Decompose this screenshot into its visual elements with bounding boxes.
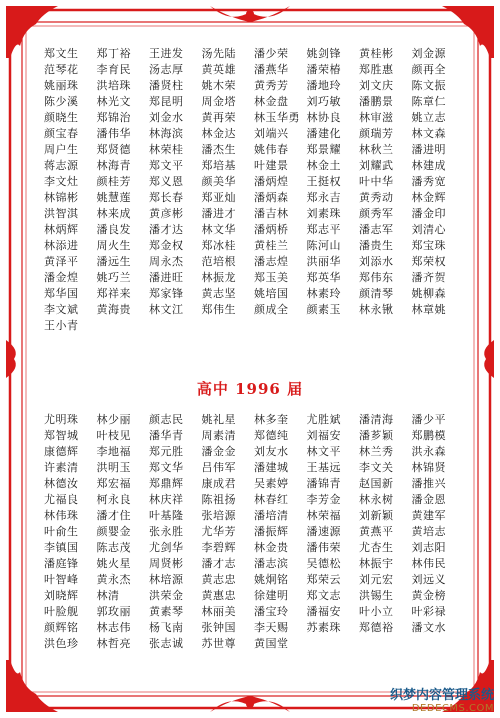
name-entry: 郑长春 bbox=[149, 191, 184, 204]
name-entry: 林少丽 bbox=[96, 413, 131, 426]
name-entry: 叶脸舰 bbox=[44, 605, 79, 618]
name-entry: 潘炳煌 bbox=[254, 175, 289, 188]
name-entry: 林庆祥 bbox=[149, 493, 184, 506]
name-entry: 郑培基 bbox=[201, 159, 236, 172]
name-entry: 赵国新 bbox=[359, 477, 394, 490]
name-entry: 洪丽华 bbox=[306, 255, 341, 268]
name-entry: 姚培国 bbox=[254, 287, 289, 300]
name-entry: 洪智淇 bbox=[44, 207, 79, 220]
name-entry: 林来成 bbox=[96, 207, 131, 220]
name-entry: 潘文水 bbox=[411, 621, 446, 634]
name-entry: 潘良发 bbox=[96, 223, 131, 236]
name-entry: 林锦彬 bbox=[44, 191, 79, 204]
name-entry: 林兰秀 bbox=[359, 445, 394, 458]
name-entry: 林素玲 bbox=[306, 287, 341, 300]
name-entry: 黄惠忠 bbox=[201, 589, 236, 602]
name-entry: 姚柳森 bbox=[411, 287, 446, 300]
name-entry: 李文灶 bbox=[44, 175, 79, 188]
name-entry: 林振宇 bbox=[359, 557, 394, 570]
name-entry: 陈少溪 bbox=[44, 95, 79, 108]
name-entry: 潘振辉 bbox=[254, 525, 289, 538]
name-entry: 黄英雄 bbox=[201, 63, 236, 76]
name-entry: 姚剑锋 bbox=[306, 47, 341, 60]
name-entry: 颜秀军 bbox=[359, 207, 394, 220]
name-entry: 黄培志 bbox=[411, 525, 446, 538]
name-entry: 潘金印 bbox=[411, 207, 446, 220]
name-entry: 林春红 bbox=[254, 493, 289, 506]
name-entry: 潘少荣 bbox=[254, 47, 289, 60]
name-entry: 周永杰 bbox=[149, 255, 184, 268]
name-entry: 颜再全 bbox=[411, 63, 446, 76]
name-entry: 潘伟荣 bbox=[306, 541, 341, 554]
name-entry: 林德汝 bbox=[44, 477, 79, 490]
name-entry: 潘福安 bbox=[306, 605, 341, 618]
name-entry: 康德辉 bbox=[44, 445, 79, 458]
name-entry: 姚巧兰 bbox=[96, 271, 131, 284]
name-entry: 郑金权 bbox=[149, 239, 184, 252]
name-entry: 郑文生 bbox=[44, 47, 79, 60]
name-entry: 郑永吉 bbox=[306, 191, 341, 204]
name-entry: 许素清 bbox=[44, 461, 79, 474]
name-entry: 郑玉美 bbox=[254, 271, 289, 284]
name-entry: 黄志坚 bbox=[201, 287, 236, 300]
name-entry: 林金盘 bbox=[254, 95, 289, 108]
name-entry: 郑义恩 bbox=[149, 175, 184, 188]
name-entry: 林金辉 bbox=[411, 191, 446, 204]
name-entry: 林炳辉 bbox=[44, 223, 79, 236]
name-entry: 范琴花 bbox=[44, 63, 79, 76]
name-entry: 林振龙 bbox=[201, 271, 236, 284]
name-entry: 颜辉铭 bbox=[44, 621, 79, 634]
name-entry: 洪荣金 bbox=[149, 589, 184, 602]
name-entry: 汤志厚 bbox=[149, 63, 184, 76]
name-entry: 郑丁裕 bbox=[96, 47, 131, 60]
name-entry: 潘金煌 bbox=[44, 271, 79, 284]
name-entry: 林金达 bbox=[201, 127, 236, 140]
name-entry: 林金土 bbox=[306, 159, 341, 172]
name-entry: 林文江 bbox=[149, 303, 184, 316]
name-entry: 黄桂兰 bbox=[254, 239, 289, 252]
name-entry: 林丽美 bbox=[201, 605, 236, 618]
name-entry: 尤华芳 bbox=[201, 525, 236, 538]
name-entry: 黄永杰 bbox=[96, 573, 131, 586]
name-entry: 颜瑞芳 bbox=[359, 127, 394, 140]
name-entry: 林协良 bbox=[306, 111, 341, 124]
name-entry: 李天赐 bbox=[254, 621, 289, 634]
name-entry: 潘远生 bbox=[96, 255, 131, 268]
name-entry: 郑祥来 bbox=[96, 287, 131, 300]
name-entry: 叶彩禄 bbox=[411, 605, 446, 618]
name-entry: 林文华 bbox=[201, 223, 236, 236]
name-entry: 潘金恩 bbox=[411, 493, 446, 506]
name-entry: 潘吉林 bbox=[254, 207, 289, 220]
names-list-bottom bbox=[40, 412, 460, 652]
name-entry: 姚火星 bbox=[96, 557, 131, 570]
name-entry: 李芳金 bbox=[306, 493, 341, 506]
name-entry: 林清 bbox=[96, 589, 120, 602]
name-entry: 潘志煌 bbox=[254, 255, 289, 268]
name-entry: 黄秀动 bbox=[359, 191, 394, 204]
name-entry: 黄泽平 bbox=[44, 255, 79, 268]
name-entry: 刘志阳 bbox=[411, 541, 446, 554]
name-entry: 杨飞南 bbox=[149, 621, 184, 634]
name-entry: 李文关 bbox=[359, 461, 394, 474]
name-entry: 颜宝春 bbox=[44, 127, 79, 140]
name-entry: 刘文庆 bbox=[359, 79, 394, 92]
name-entry: 林海青 bbox=[96, 159, 131, 172]
name-entry: 潘进明 bbox=[411, 143, 446, 156]
name-entry: 刘端兴 bbox=[254, 127, 289, 140]
name-entry: 郑昆明 bbox=[149, 95, 184, 108]
name-entry: 潘地玲 bbox=[306, 79, 341, 92]
name-entry: 洪永森 bbox=[411, 445, 446, 458]
name-entry: 郑华国 bbox=[44, 287, 79, 300]
name-entry: 郑景耀 bbox=[306, 143, 341, 156]
name-entry: 颜素玉 bbox=[306, 303, 341, 316]
name-entry: 刘福安 bbox=[306, 429, 341, 442]
name-entry: 汤先陆 bbox=[201, 47, 236, 60]
name-entry: 苏素珠 bbox=[306, 621, 341, 634]
name-entry: 李地福 bbox=[96, 445, 131, 458]
name-entry: 苏世尊 bbox=[201, 637, 236, 650]
name-entry: 林添进 bbox=[44, 239, 79, 252]
name-entry: 李文斌 bbox=[44, 303, 79, 316]
name-entry: 郑锦治 bbox=[96, 111, 131, 124]
name-entry: 张培源 bbox=[201, 509, 236, 522]
name-entry: 林荣桂 bbox=[149, 143, 184, 156]
name-entry: 潘推兴 bbox=[411, 477, 446, 490]
name-entry: 林章姚 bbox=[411, 303, 446, 316]
name-entry: 颜桂芳 bbox=[96, 175, 131, 188]
name-entry: 郑亚灿 bbox=[201, 191, 236, 204]
name-entry: 王挺权 bbox=[306, 175, 341, 188]
name-entry: 潘进旺 bbox=[149, 271, 184, 284]
name-entry: 刘元宏 bbox=[359, 573, 394, 586]
name-entry: 吴素婷 bbox=[254, 477, 289, 490]
name-entry: 叶小立 bbox=[359, 605, 394, 618]
name-entry: 范培根 bbox=[201, 255, 236, 268]
name-entry: 潘庭锋 bbox=[44, 557, 79, 570]
name-entry: 周贤彬 bbox=[149, 557, 184, 570]
name-entry: 郑志平 bbox=[306, 223, 341, 236]
name-entry: 刘素珠 bbox=[306, 207, 341, 220]
name-entry: 潘贵生 bbox=[359, 239, 394, 252]
names-list-top bbox=[40, 46, 460, 334]
name-entry: 叶建景 bbox=[254, 159, 289, 172]
name-entry: 潘锦青 bbox=[306, 477, 341, 490]
name-entry: 潘才志 bbox=[201, 557, 236, 570]
name-entry: 周金塔 bbox=[201, 95, 236, 108]
name-entry: 周火生 bbox=[96, 239, 131, 252]
name-entry: 潘鹏景 bbox=[359, 95, 394, 108]
name-entry: 潘贤柱 bbox=[149, 79, 184, 92]
name-entry: 李碧辉 bbox=[201, 541, 236, 554]
name-entry: 周素清 bbox=[201, 429, 236, 442]
name-entry: 黄燕平 bbox=[359, 525, 394, 538]
name-entry: 潘培清 bbox=[254, 509, 289, 522]
name-entry: 潘芗颖 bbox=[359, 429, 394, 442]
name-entry: 潘宝玲 bbox=[254, 605, 289, 618]
name-entry: 刘耀武 bbox=[359, 159, 394, 172]
name-entry: 王基远 bbox=[306, 461, 341, 474]
name-entry: 郑荣权 bbox=[411, 255, 446, 268]
name-entry: 洪锡生 bbox=[359, 589, 394, 602]
name-entry: 林秋兰 bbox=[359, 143, 394, 156]
name-entry: 潘杰生 bbox=[201, 143, 236, 156]
name-entry: 黄桂彬 bbox=[359, 47, 394, 60]
name-entry: 李镇国 bbox=[44, 541, 79, 554]
name-entry: 林培源 bbox=[149, 573, 184, 586]
name-entry: 林光文 bbox=[96, 95, 131, 108]
name-entry: 郑德裕 bbox=[359, 621, 394, 634]
name-entry: 柯永良 bbox=[96, 493, 131, 506]
name-entry: 林伟珠 bbox=[44, 509, 79, 522]
name-entry: 颜婴金 bbox=[96, 525, 131, 538]
name-entry: 叶枝见 bbox=[96, 429, 131, 442]
name-entry: 林永树 bbox=[359, 493, 394, 506]
name-entry: 颜志民 bbox=[149, 413, 184, 426]
name-entry: 尤杏生 bbox=[359, 541, 394, 554]
name-entry: 叶俞生 bbox=[44, 525, 79, 538]
name-entry: 郑冰桂 bbox=[201, 239, 236, 252]
name-entry: 姚炯铭 bbox=[254, 573, 289, 586]
name-entry: 郑伟生 bbox=[201, 303, 236, 316]
name-entry: 潘燕华 bbox=[254, 63, 289, 76]
name-entry: 黄志忠 bbox=[201, 573, 236, 586]
name-entry: 郑贤德 bbox=[96, 143, 131, 156]
name-entry: 潘才住 bbox=[96, 509, 131, 522]
name-entry: 潘炳森 bbox=[254, 191, 289, 204]
name-entry: 尤剑华 bbox=[149, 541, 184, 554]
watermark-title: 织梦内容管理系统 bbox=[389, 688, 494, 703]
name-entry: 刘金水 bbox=[149, 111, 184, 124]
name-entry: 林玉华勇 bbox=[254, 111, 300, 124]
name-entry: 郑英华 bbox=[306, 271, 341, 284]
name-entry: 林荣福 bbox=[306, 509, 341, 522]
name-entry: 郑家锋 bbox=[149, 287, 184, 300]
name-entry: 林多奎 bbox=[254, 413, 289, 426]
name-entry: 刘晓辉 bbox=[44, 589, 79, 602]
name-entry: 黄素琴 bbox=[149, 605, 184, 618]
name-entry: 姚礼星 bbox=[201, 413, 236, 426]
name-entry: 尤福良 bbox=[44, 493, 79, 506]
name-entry: 林金贵 bbox=[254, 541, 289, 554]
name-entry: 王小青 bbox=[44, 319, 79, 332]
name-entry: 郑文平 bbox=[149, 159, 184, 172]
name-entry: 姚伟春 bbox=[254, 143, 289, 156]
name-entry: 黄海贵 bbox=[96, 303, 131, 316]
name-entry: 潘伟华 bbox=[96, 127, 131, 140]
name-entry: 洪明玉 bbox=[96, 461, 131, 474]
name-entry: 潘炳桥 bbox=[254, 223, 289, 236]
name-entry: 颜晓生 bbox=[44, 111, 79, 124]
name-entry: 姚立志 bbox=[411, 111, 446, 124]
name-entry: 周户生 bbox=[44, 143, 79, 156]
name-entry: 郑宏福 bbox=[96, 477, 131, 490]
name-entry: 潘志滨 bbox=[254, 557, 289, 570]
name-entry: 蒋志源 bbox=[44, 159, 79, 172]
name-entry: 林永锹 bbox=[359, 303, 394, 316]
name-entry: 潘秀宽 bbox=[411, 175, 446, 188]
name-entry: 郑鹏模 bbox=[411, 429, 446, 442]
name-entry: 洪培珠 bbox=[96, 79, 131, 92]
name-entry: 张志诚 bbox=[149, 637, 184, 650]
name-entry: 林志伟 bbox=[96, 621, 131, 634]
name-entry: 潘清海 bbox=[359, 413, 394, 426]
name-entry: 陈祖扬 bbox=[201, 493, 236, 506]
name-entry: 潘齐贺 bbox=[411, 271, 446, 284]
name-entry: 黄国堂 bbox=[254, 637, 289, 650]
name-entry: 郑鼎辉 bbox=[149, 477, 184, 490]
name-entry: 郑元胜 bbox=[149, 445, 184, 458]
name-entry: 郑德纯 bbox=[254, 429, 289, 442]
name-entry: 黄建军 bbox=[411, 509, 446, 522]
name-entry: 张钟国 bbox=[201, 621, 236, 634]
name-entry: 吴德松 bbox=[306, 557, 341, 570]
name-entry: 潘建化 bbox=[306, 127, 341, 140]
name-entry: 吕伟军 bbox=[201, 461, 236, 474]
name-entry: 林审滋 bbox=[359, 111, 394, 124]
name-entry: 潘建城 bbox=[254, 461, 289, 474]
name-entry: 刘友水 bbox=[254, 445, 289, 458]
name-entry: 潘进才 bbox=[201, 207, 236, 220]
name-entry: 郑文志 bbox=[306, 589, 341, 602]
name-entry: 潘志军 bbox=[359, 223, 394, 236]
name-entry: 潘华青 bbox=[149, 429, 184, 442]
name-entry: 潘荣椿 bbox=[306, 63, 341, 76]
name-entry: 郑宝珠 bbox=[411, 239, 446, 252]
name-entry: 陈文振 bbox=[411, 79, 446, 92]
name-entry: 刘远义 bbox=[411, 573, 446, 586]
name-entry: 李育民 bbox=[96, 63, 131, 76]
name-entry: 尤明珠 bbox=[44, 413, 79, 426]
name-entry: 林建成 bbox=[411, 159, 446, 172]
name-entry: 林文平 bbox=[306, 445, 341, 458]
name-entry: 徐建明 bbox=[254, 589, 289, 602]
name-entry: 郑伟东 bbox=[359, 271, 394, 284]
name-entry: 林伟民 bbox=[411, 557, 446, 570]
name-entry: 林锦贤 bbox=[411, 461, 446, 474]
name-entry: 颜美华 bbox=[201, 175, 236, 188]
name-entry: 黄金榜 bbox=[411, 589, 446, 602]
name-entry: 叶基隆 bbox=[149, 509, 184, 522]
name-entry: 尤胜斌 bbox=[306, 413, 341, 426]
name-entry: 黄彦彬 bbox=[149, 207, 184, 220]
name-entry: 郑文华 bbox=[149, 461, 184, 474]
name-entry: 郑胜惠 bbox=[359, 63, 394, 76]
name-entry: 陈章仁 bbox=[411, 95, 446, 108]
name-entry: 颜清琴 bbox=[359, 287, 394, 300]
name-entry: 张永胜 bbox=[149, 525, 184, 538]
name-entry: 王进发 bbox=[149, 47, 184, 60]
watermark-logo bbox=[390, 684, 494, 714]
name-entry: 陈河山 bbox=[306, 239, 341, 252]
name-entry: 康成君 bbox=[201, 477, 236, 490]
name-entry: 郑荣云 bbox=[306, 573, 341, 586]
name-entry: 刘金源 bbox=[411, 47, 446, 60]
name-entry: 潘速源 bbox=[306, 525, 341, 538]
name-entry: 林文森 bbox=[411, 127, 446, 140]
name-entry: 姚丽珠 bbox=[44, 79, 79, 92]
name-entry: 潘金金 bbox=[201, 445, 236, 458]
name-entry: 郭玫丽 bbox=[96, 605, 131, 618]
name-entry: 姚慧莲 bbox=[96, 191, 131, 204]
name-entry: 郑智城 bbox=[44, 429, 79, 442]
name-entry: 潘少平 bbox=[411, 413, 446, 426]
section-heading: 高中 1996 届 bbox=[196, 380, 304, 398]
name-entry: 黄再荣 bbox=[201, 111, 236, 124]
name-entry: 刘巧敏 bbox=[306, 95, 341, 108]
name-entry: 林哲亮 bbox=[96, 637, 131, 650]
name-entry: 黄秀芳 bbox=[254, 79, 289, 92]
name-entry: 洪色珍 bbox=[44, 637, 79, 650]
name-entry: 刘新颖 bbox=[359, 509, 394, 522]
name-entry: 姚木荣 bbox=[201, 79, 236, 92]
watermark-url: DEDECMS.COM bbox=[411, 703, 494, 714]
name-entry: 叶中华 bbox=[359, 175, 394, 188]
name-entry: 颜成全 bbox=[254, 303, 289, 316]
name-entry: 潘才达 bbox=[149, 223, 184, 236]
name-entry: 林海滨 bbox=[149, 127, 184, 140]
name-entry: 陈志茂 bbox=[96, 541, 131, 554]
name-entry: 刘添水 bbox=[359, 255, 394, 268]
name-entry: 刘清心 bbox=[411, 223, 446, 236]
name-entry: 叶智峰 bbox=[44, 573, 79, 586]
